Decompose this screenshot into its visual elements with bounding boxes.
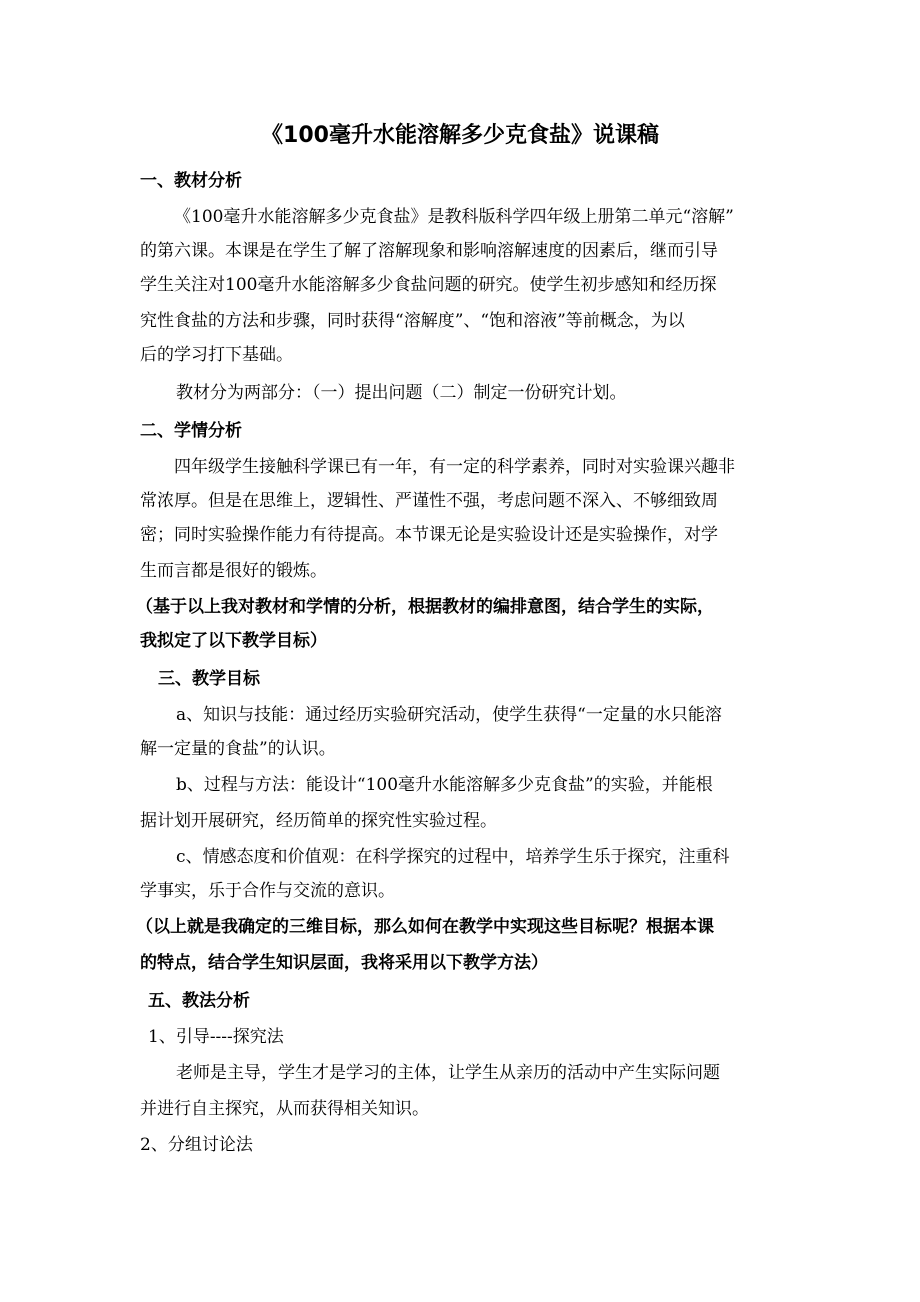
paragraph-line: 的第六课。本课是在学生了解了溶解现象和影响溶解速度的因素后，继而引导 xyxy=(140,241,718,261)
objective-line: 解一定量的食盐”的认识。 xyxy=(140,739,336,759)
objective-line: 据计划开展研究，经历简单的探究性实验过程。 xyxy=(140,811,497,831)
note-line: （基于以上我对教材和学情的分析，根据教材的编排意图，结合学生的实际， xyxy=(136,597,714,617)
objective-line: b、过程与方法：能设计“100毫升水能溶解多少克食盐”的实验，并能根 xyxy=(176,775,713,795)
note-line: （以上就是我确定的三维目标，那么如何在教学中实现这些目标呢？根据本课 xyxy=(136,917,714,937)
section-heading-objectives: 三、教学目标 xyxy=(158,669,260,689)
document-title: 《100毫升水能溶解多少克食盐》说课稿 xyxy=(261,123,659,148)
paragraph-line: 并进行自主探究，从而获得相关知识。 xyxy=(140,1099,429,1119)
paragraph-line: 教材分为两部分：（一）提出问题（二）制定一份研究计划。 xyxy=(176,383,627,403)
note-line: 我拟定了以下教学目标） xyxy=(140,631,327,651)
section-heading-students: 二、学情分析 xyxy=(140,421,242,441)
paragraph-line: 学生关注对100毫升水能溶解多少食盐问题的研究。使学生初步感知和经历探 xyxy=(140,275,717,295)
method-heading: 2、分组讨论法 xyxy=(140,1135,253,1155)
paragraph-line: 后的学习打下基础。 xyxy=(140,345,293,365)
note-line: 的特点，结合学生知识层面，我将采用以下教学方法） xyxy=(140,953,548,973)
method-heading: 1、引导----探究法 xyxy=(148,1027,284,1047)
paragraph-line: 常浓厚。但是在思维上，逻辑性、严谨性不强，考虑问题不深入、不够细致周 xyxy=(140,491,718,511)
section-heading-methods: 五、教法分析 xyxy=(148,991,250,1011)
paragraph-line: 老师是主导，学生才是学习的主体，让学生从亲历的活动中产生实际问题 xyxy=(176,1063,720,1083)
paragraph-line: 生而言都是很好的锻炼。 xyxy=(140,561,327,581)
paragraph-line: 《100毫升水能溶解多少克食盐》是教科版科学四年级上册第二单元“溶解” xyxy=(174,207,734,227)
section-heading-materials: 一、教材分析 xyxy=(140,171,242,191)
objective-line: c、情感态度和价值观：在科学探究的过程中，培养学生乐于探究，注重科 xyxy=(176,847,730,867)
paragraph-line: 四年级学生接触科学课已有一年，有一定的科学素养，同时对实验课兴趣非 xyxy=(174,457,735,477)
paragraph-line: 密；同时实验操作能力有待提高。本节课无论是实验设计还是实验操作，对学 xyxy=(140,525,718,545)
objective-line: 学事实，乐于合作与交流的意识。 xyxy=(140,881,395,901)
paragraph-line: 究性食盐的方法和步骤，同时获得“溶解度”、“饱和溶液”等前概念，为以 xyxy=(140,311,685,331)
objective-line: a、知识与技能：通过经历实验研究活动，使学生获得“一定量的水只能溶 xyxy=(176,705,722,725)
